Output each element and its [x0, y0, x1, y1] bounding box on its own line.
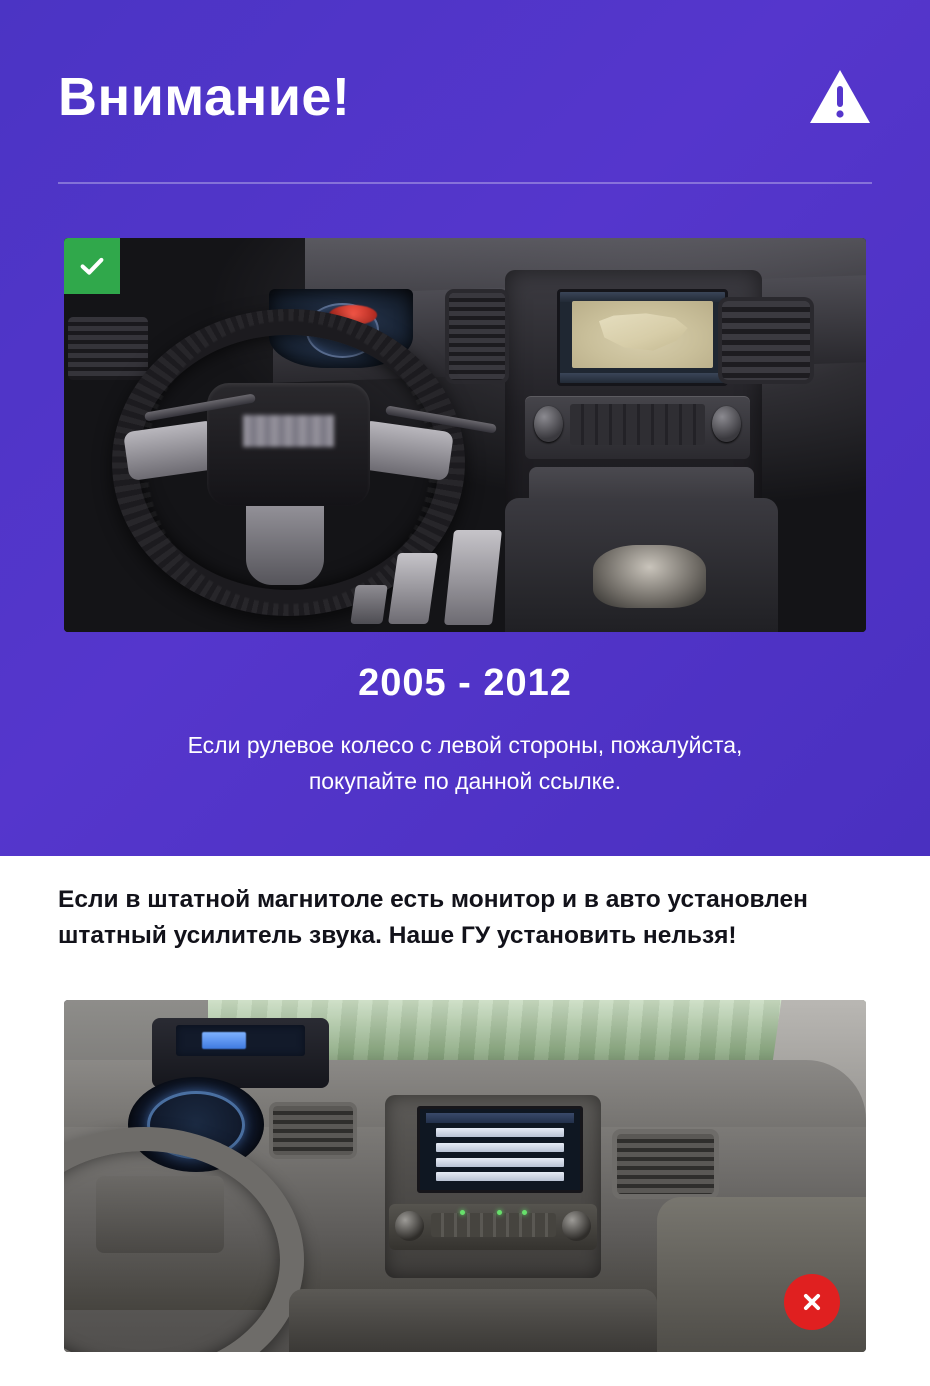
bottom-warning-line-2: штатный усилитель звука. Наше ГУ установить нельзя! — [58, 921, 737, 949]
digital-speedometer — [176, 1025, 304, 1057]
climate-control-panel — [525, 396, 750, 459]
factory-information-screen — [417, 1106, 583, 1193]
bottom-warning-text — [58, 882, 876, 954]
car-interior-illustration-2 — [64, 1000, 866, 1352]
photo-left-hand-drive-interior — [64, 238, 866, 632]
top-caption-line-1: Если рулевое колесо с левой стороны, пожалуйста, — [187, 732, 743, 758]
warning-triangle-icon — [808, 68, 872, 126]
incompatibility-panel — [0, 856, 930, 1386]
climate-control-panel-2 — [389, 1204, 598, 1250]
attention-header — [58, 52, 872, 142]
car-interior-illustration-1 — [64, 238, 866, 632]
cross-mark-icon — [784, 1274, 840, 1330]
photo-factory-monitor-interior — [64, 1000, 866, 1352]
top-caption — [110, 728, 820, 799]
model-years: 2005 - 2012 — [358, 662, 572, 704]
header-divider — [58, 182, 872, 184]
check-mark-icon — [64, 238, 120, 294]
bottom-warning-line-1: Если в штатной магнитоле есть монитор и в авто установлен — [58, 886, 808, 913]
page-title: Внимание! — [58, 67, 351, 127]
top-caption-line-2: покупайте по данной ссылке. — [308, 767, 622, 794]
factory-head-unit-screen — [557, 289, 727, 386]
